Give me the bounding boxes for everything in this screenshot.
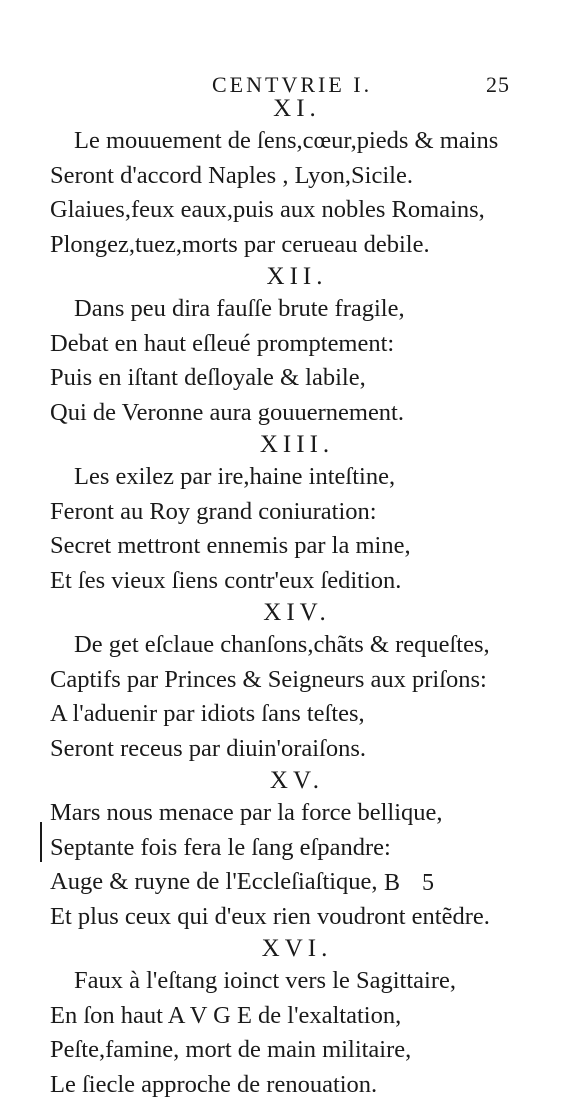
quatrain-15 (50, 766, 530, 934)
verse-line: Le mouuement de ſens,cœur,pieds & mains (50, 124, 530, 159)
quatrain-number: XI. (50, 94, 530, 124)
quatrain-number: XII. (50, 262, 530, 292)
quatrain-list (50, 94, 530, 1102)
verse-line: Glaiues,feux eaux,puis aux nobles Romains, (50, 193, 530, 228)
verse-line: Le ſiecle approche de renouation. (50, 1068, 530, 1102)
verse-line: En ſon haut A V G E de l'exaltation, (50, 999, 530, 1034)
verse-line: De get eſclaue chanſons,chãts & requeſtes, (50, 628, 530, 663)
running-title: CENTVRIE I. (212, 72, 372, 98)
verse-line: Plongez,tuez,morts par cerueau debile. (50, 228, 530, 263)
verse-line: Et ſes vieux ſiens contr'eux ſedition. (50, 564, 530, 599)
verse-line: Feront au Roy grand coniuration: (50, 495, 530, 530)
quatrain-number: XIII. (50, 430, 530, 460)
verse-line: Septante fois fera le ſang eſpandre: (50, 831, 530, 866)
verse-line: Puis en iſtant deſloyale & labile, (50, 361, 530, 396)
verse-line: Peſte,famine, mort de main militaire, (50, 1033, 530, 1068)
verse-line: Les exilez par ire,haine inteſtine, (50, 460, 530, 495)
quatrain-11 (50, 94, 530, 262)
verse-lines (50, 460, 530, 598)
quatrain-16 (50, 934, 530, 1102)
verse-lines (50, 124, 530, 262)
margin-rule (40, 822, 42, 862)
quatrain-number: XVI. (50, 934, 530, 964)
verse-line: A l'aduenir par idiots ſans teſtes, (50, 697, 530, 732)
quatrain-number: XV. (50, 766, 530, 796)
verse-line: Captifs par Princes & Seigneurs aux priſons: (50, 663, 530, 698)
page-number: 25 (486, 72, 510, 98)
verse-lines (50, 628, 530, 766)
verse-line: Qui de Veronne aura gouuernement. (50, 396, 530, 431)
verse-line: Dans peu dira fauſſe brute fragile, (50, 292, 530, 327)
signature-mark: B 5 (384, 870, 442, 897)
quatrain-14 (50, 598, 530, 766)
verse-line: Et plus ceux qui d'eux rien voudront entẽdre. (50, 900, 530, 935)
verse-line: Seront d'accord Naples , Lyon,Sicile. (50, 159, 530, 194)
verse-line: Auge & ruyne de l'Eccleſiaſtique, (50, 865, 530, 900)
quatrain-13 (50, 430, 530, 598)
verse-lines (50, 796, 530, 934)
quatrain-12 (50, 262, 530, 430)
verse-line: Seront receus par diuin'oraiſons. (50, 732, 530, 767)
verse-line: Debat en haut eſleué promptement: (50, 327, 530, 362)
verse-lines (50, 292, 530, 430)
verse-line: Faux à l'eſtang ioinct vers le Sagittaire, (50, 964, 530, 999)
verse-line: Mars nous menace par la force bellique, (50, 796, 530, 831)
quatrain-number: XIV. (50, 598, 530, 628)
verse-line: Secret mettront ennemis par la mine, (50, 529, 530, 564)
verse-lines (50, 964, 530, 1102)
